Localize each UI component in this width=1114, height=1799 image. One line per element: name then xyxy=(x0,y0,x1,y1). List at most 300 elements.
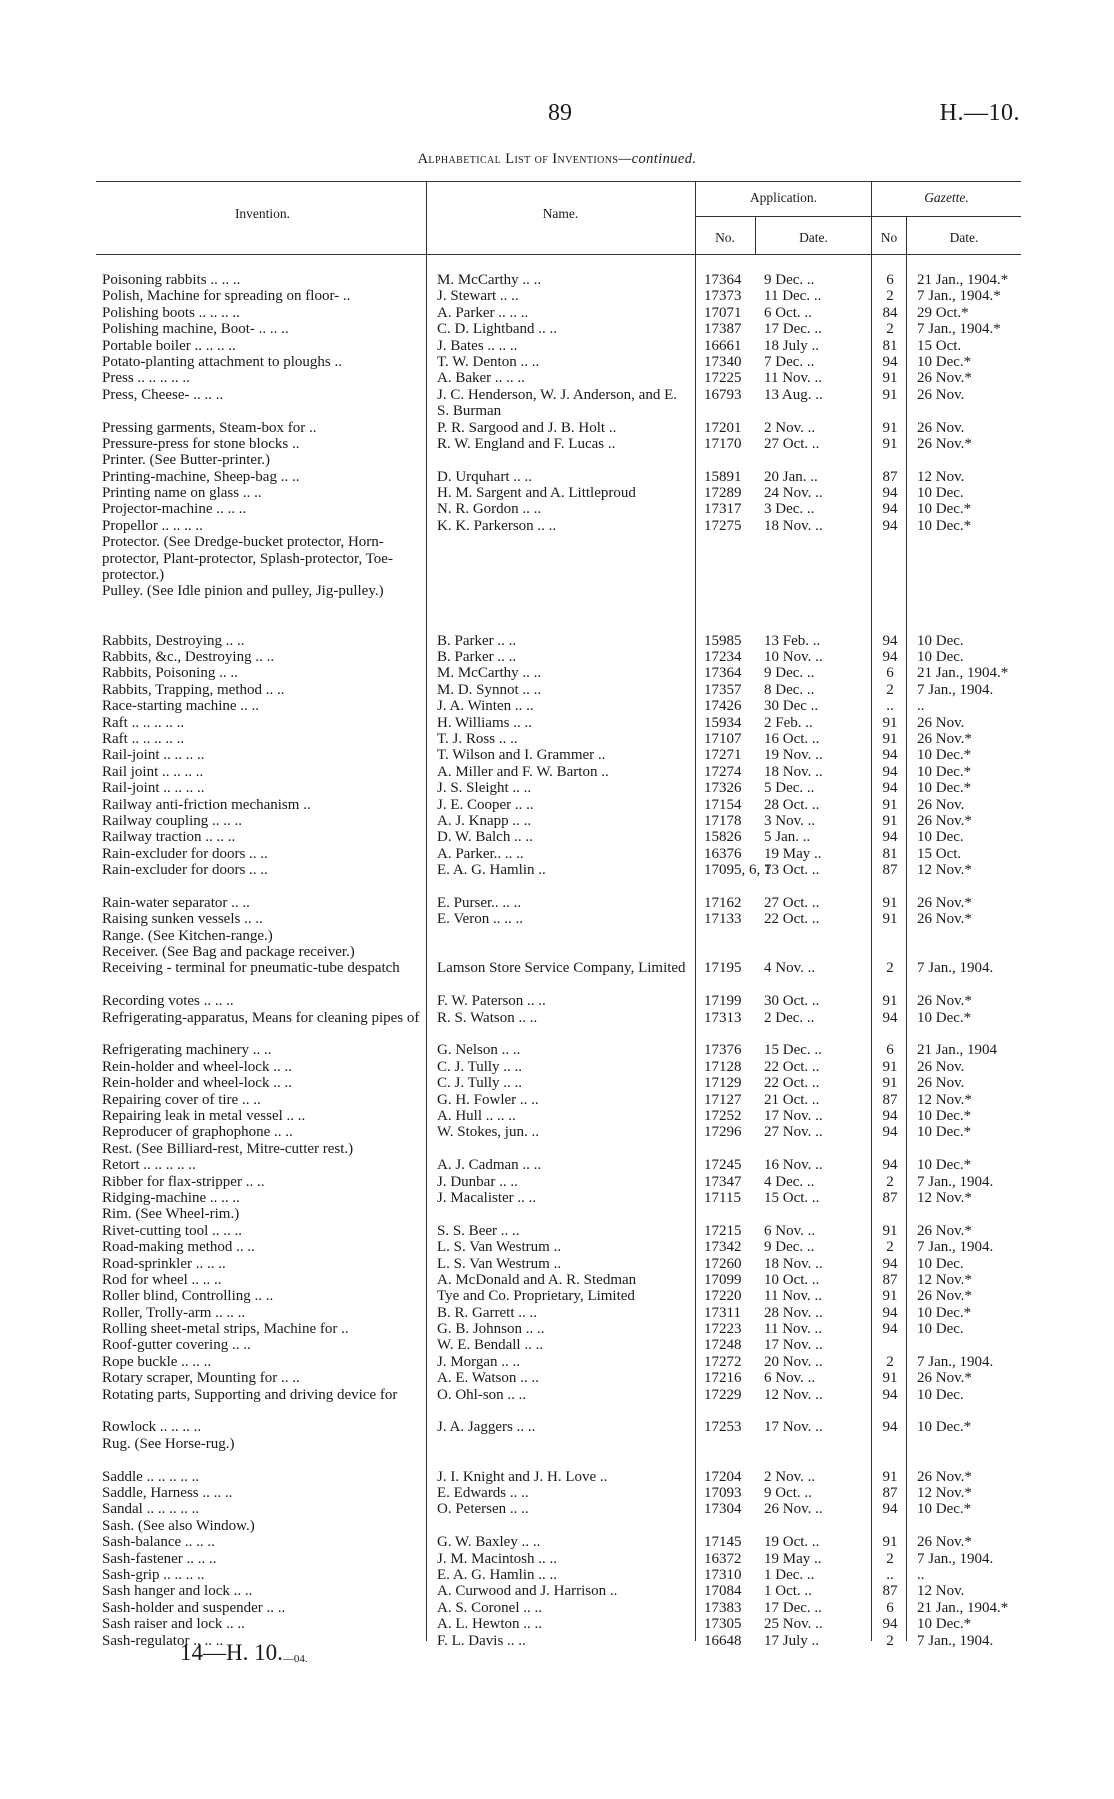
invention-cell: Sash raiser and lock .. .. xyxy=(102,1616,245,1633)
name-cell: R. S. Watson .. .. xyxy=(437,1009,538,1026)
name-cell: O. Petersen .. .. xyxy=(437,1501,529,1518)
name-cell: C. J. Tully .. .. xyxy=(437,1075,523,1092)
table-row xyxy=(0,846,1114,862)
name-cell: A. J. Cadman .. .. xyxy=(437,1157,542,1174)
table-row xyxy=(0,1305,1114,1321)
application-number-cell: 17215 xyxy=(704,1222,742,1239)
gazette-date-cell: 10 Dec. xyxy=(917,1255,964,1272)
name-cell: J. S. Sleight .. .. xyxy=(437,780,532,797)
table-row xyxy=(0,1288,1114,1304)
name-cell: A. J. Knapp .. .. xyxy=(437,812,532,829)
name-cell: G. W. Baxley .. .. xyxy=(437,1534,541,1551)
invention-cell: Protector. (See Dredge-bucket protector, Horn-protector, Plant-protector, Splash-protector, Toe-protector.) xyxy=(102,534,393,584)
invention-cell: Raft .. .. .. .. .. xyxy=(102,730,185,747)
gazette-date-cell: 10 Dec.* xyxy=(917,780,972,797)
table-row xyxy=(0,829,1114,845)
application-number-cell: 15934 xyxy=(704,714,742,731)
invention-cell: Rabbits, &c., Destroying .. .. xyxy=(102,649,275,666)
table-row xyxy=(0,1387,1114,1420)
name-cell: C. J. Tully .. .. xyxy=(437,1058,523,1075)
gazette-number-cell: 91 xyxy=(882,435,898,452)
gazette-number-cell: 91 xyxy=(882,1075,898,1092)
gazette-date-cell: 10 Dec.* xyxy=(917,353,972,370)
gazette-number-cell: 94 xyxy=(882,763,898,780)
gazette-number-cell: 91 xyxy=(882,1058,898,1075)
application-date-cell: 20 Jan. .. xyxy=(764,468,818,485)
gazette-number-cell: 94 xyxy=(882,632,898,649)
gazette-number-cell: 91 xyxy=(882,419,898,436)
gazette-number-cell: 91 xyxy=(882,370,898,387)
application-date-cell: 27 Oct. .. xyxy=(764,435,820,452)
gazette-number-cell: 94 xyxy=(882,1124,898,1141)
invention-cell: Rain-excluder for doors .. .. xyxy=(102,862,268,879)
gazette-number-cell: 94 xyxy=(882,1009,898,1026)
table-row xyxy=(0,1551,1114,1567)
application-number-cell: 16661 xyxy=(704,337,742,354)
header-top-rule xyxy=(96,181,1021,182)
gazette-date-cell: 26 Nov.* xyxy=(917,1288,972,1305)
name-cell: M. D. Synnot .. .. xyxy=(437,681,542,698)
application-number-cell: 17223 xyxy=(704,1321,742,1338)
application-number-cell: 16376 xyxy=(704,845,742,862)
table-row xyxy=(0,1321,1114,1337)
section-gap xyxy=(0,616,1114,632)
header-gaz-date: Date. xyxy=(949,230,979,245)
gazette-date-cell: 10 Dec. xyxy=(917,485,964,502)
name-cell: N. R. Gordon .. .. xyxy=(437,501,542,518)
application-date-cell: 2 Nov. .. xyxy=(764,419,816,436)
application-date-cell: 17 Dec. .. xyxy=(764,1599,822,1616)
application-date-cell: 6 Nov. .. xyxy=(764,1222,816,1239)
header-name: Name. xyxy=(542,206,579,221)
name-cell: A. McDonald and A. R. Stedman xyxy=(437,1271,637,1288)
application-date-cell: 17 Dec. .. xyxy=(764,321,822,338)
table-row xyxy=(0,1174,1114,1190)
gazette-number-cell: 2 xyxy=(886,288,894,305)
application-number-cell: 17326 xyxy=(704,780,742,797)
invention-cell: Portable boiler .. .. .. .. xyxy=(102,337,236,354)
gazette-number-cell: 6 xyxy=(886,1599,894,1616)
application-date-cell: 30 Dec .. xyxy=(764,698,819,715)
name-cell: T. Wilson and I. Grammer .. xyxy=(437,747,606,764)
invention-cell: Repairing cover of tire .. .. xyxy=(102,1091,261,1108)
application-number-cell: 17178 xyxy=(704,812,742,829)
application-number-cell: 17107 xyxy=(704,730,742,747)
application-number-cell: 17373 xyxy=(704,288,742,305)
application-number-cell: 17234 xyxy=(704,649,742,666)
name-cell: J. Stewart .. .. xyxy=(437,288,519,305)
name-cell: D. W. Balch .. .. xyxy=(437,829,533,846)
application-number-cell: 17275 xyxy=(704,517,742,534)
table-row xyxy=(0,1370,1114,1386)
invention-cell: Road-making method .. .. xyxy=(102,1239,255,1256)
invention-cell: Saddle, Harness .. .. .. xyxy=(102,1485,233,1502)
application-date-cell: 19 May .. xyxy=(764,1550,822,1567)
invention-cell: Railway traction .. .. .. xyxy=(102,829,236,846)
gazette-date-cell: 10 Dec.* xyxy=(917,1616,972,1633)
application-number-cell: 17095, 6, 7 xyxy=(704,862,772,879)
section-gap xyxy=(0,1452,1114,1468)
gazette-number-cell: 91 xyxy=(882,812,898,829)
gazette-number-cell: 6 xyxy=(886,1042,894,1059)
invention-cell: Range. (See Kitchen-range.) xyxy=(102,927,273,944)
application-date-cell: 27 Nov. .. xyxy=(764,1124,823,1141)
name-cell: F. W. Paterson .. .. xyxy=(437,993,546,1010)
application-date-cell: 18 Nov. .. xyxy=(764,517,823,534)
application-number-cell: 17170 xyxy=(704,435,742,452)
gazette-date-cell: 26 Nov.* xyxy=(917,894,972,911)
invention-cell: Receiver. (See Bag and package receiver.) xyxy=(102,944,355,961)
application-number-cell: 17133 xyxy=(704,911,742,928)
gazette-number-cell: 87 xyxy=(882,1091,898,1108)
invention-cell: Roof-gutter covering .. .. xyxy=(102,1337,251,1354)
invention-cell: Rabbits, Trapping, method .. .. xyxy=(102,681,285,698)
gazette-date-cell: 26 Nov. xyxy=(917,1075,965,1092)
name-cell: E. Purser.. .. .. xyxy=(437,894,522,911)
gazette-number-cell: 94 xyxy=(882,1419,898,1436)
table-row xyxy=(0,354,1114,370)
application-number-cell: 17347 xyxy=(704,1173,742,1190)
gazette-date-cell: 7 Jan., 1904.* xyxy=(917,288,1001,305)
table-row xyxy=(0,1337,1114,1353)
application-date-cell: 3 Nov. .. xyxy=(764,812,816,829)
invention-cell: Rope buckle .. .. .. xyxy=(102,1353,212,1370)
application-date-cell: 22 Oct. .. xyxy=(764,911,820,928)
invention-cell: Rowlock .. .. .. .. xyxy=(102,1419,202,1436)
application-date-cell: 15 Dec. .. xyxy=(764,1042,822,1059)
table-row xyxy=(0,1124,1114,1140)
invention-cell: Race-starting machine .. .. xyxy=(102,698,260,715)
gazette-number-cell: 94 xyxy=(882,1157,898,1174)
gazette-number-cell: 94 xyxy=(882,1321,898,1338)
invention-cell: Sash-holder and suspender .. .. xyxy=(102,1599,286,1616)
application-number-cell: 17071 xyxy=(704,304,742,321)
table-row xyxy=(0,1501,1114,1517)
application-date-cell: 2 Dec. .. xyxy=(764,1009,815,1026)
application-number-cell: 17296 xyxy=(704,1124,742,1141)
name-cell: G. B. Johnson .. .. xyxy=(437,1321,545,1338)
gazette-date-cell: 7 Jan., 1904. xyxy=(917,1353,994,1370)
name-cell: L. S. Van Westrum .. xyxy=(437,1255,562,1272)
name-cell: A. Baker .. .. .. xyxy=(437,370,525,387)
gazette-date-cell: 7 Jan., 1904. xyxy=(917,960,994,977)
table-row xyxy=(0,485,1114,501)
invention-cell: Rest. (See Billiard-rest, Mitre-cutter rest.) xyxy=(102,1140,354,1157)
gazette-date-cell: 7 Jan., 1904. xyxy=(917,1632,994,1649)
gazette-date-cell: 10 Dec.* xyxy=(917,1108,972,1125)
application-date-cell: 13 Aug. .. xyxy=(764,386,823,403)
name-cell: L. S. Van Westrum .. xyxy=(437,1239,562,1256)
table-row xyxy=(0,1583,1114,1599)
gazette-number-cell: 87 xyxy=(882,1189,898,1206)
gazette-number-cell: 94 xyxy=(882,485,898,502)
gazette-date-cell: 10 Dec. xyxy=(917,829,964,846)
table-row xyxy=(0,1534,1114,1550)
application-date-cell: 11 Nov. .. xyxy=(764,370,823,387)
gazette-number-cell: 91 xyxy=(882,911,898,928)
application-number-cell: 17383 xyxy=(704,1599,742,1616)
invention-cell: Receiving - terminal for pneumatic-tube despatch xyxy=(102,960,400,977)
invention-cell: Refrigerating-apparatus, Means for cleaning pipes of xyxy=(102,1009,420,1026)
invention-cell: Rabbits, Poisoning .. .. xyxy=(102,665,238,682)
application-date-cell: 25 Nov. .. xyxy=(764,1616,823,1633)
invention-cell: Recording votes .. .. .. xyxy=(102,993,234,1010)
gazette-number-cell: 87 xyxy=(882,862,898,879)
invention-cell: Sash-regulator .. .. .. xyxy=(102,1632,224,1649)
application-date-cell: 9 Dec. .. xyxy=(764,272,815,288)
invention-cell: Rolling sheet-metal strips, Machine for .. xyxy=(102,1321,349,1338)
name-cell: K. K. Parkerson .. .. xyxy=(437,517,557,534)
invention-cell: Pressure-press for stone blocks .. xyxy=(102,435,300,452)
invention-cell: Rotary scraper, Mounting for .. .. xyxy=(102,1370,300,1387)
invention-cell: Rivet-cutting tool .. .. .. xyxy=(102,1222,242,1239)
table-row xyxy=(0,747,1114,763)
name-cell: J. Morgan .. .. xyxy=(437,1353,521,1370)
table-row xyxy=(0,1108,1114,1124)
application-date-cell: 6 Oct. .. xyxy=(764,304,812,321)
application-number-cell: 17229 xyxy=(704,1386,742,1403)
table-row xyxy=(0,1059,1114,1075)
application-number-cell: 17162 xyxy=(704,894,742,911)
invention-cell: Reproducer of graphophone .. .. xyxy=(102,1124,293,1141)
application-number-cell: 17310 xyxy=(704,1566,742,1583)
gazette-date-cell: 7 Jan., 1904. xyxy=(917,1239,994,1256)
table-row xyxy=(0,1141,1114,1157)
name-cell: J. C. Henderson, W. J. Anderson, and E. S. Burman xyxy=(437,386,677,420)
name-cell: E. Edwards .. .. xyxy=(437,1485,529,1502)
gazette-date-cell: 29 Oct.* xyxy=(917,304,969,321)
application-date-cell: 9 Dec. .. xyxy=(764,1239,815,1256)
gazette-number-cell: 94 xyxy=(882,1108,898,1125)
invention-cell: Rotating parts, Supporting and driving device for xyxy=(102,1386,398,1403)
document-code: H.—10. xyxy=(939,100,1020,126)
gazette-date-cell: 10 Dec.* xyxy=(917,1009,972,1026)
application-date-cell: 22 Oct. .. xyxy=(764,1058,820,1075)
table-row xyxy=(0,780,1114,796)
table-row xyxy=(0,469,1114,485)
name-cell: M. McCarthy .. .. xyxy=(437,665,542,682)
gazette-date-cell: 10 Dec.* xyxy=(917,763,972,780)
invention-cell: Repairing leak in metal vessel .. .. xyxy=(102,1108,306,1125)
application-number-cell: 17317 xyxy=(704,501,742,518)
invention-cell: Projector-machine .. .. .. xyxy=(102,501,247,518)
gazette-number-cell: 84 xyxy=(882,304,898,321)
gazette-date-cell: 21 Jan., 1904.* xyxy=(917,1599,1009,1616)
invention-cell: Printing name on glass .. .. xyxy=(102,485,262,502)
application-number-cell: 17364 xyxy=(704,665,742,682)
name-cell: O. Ohl-son .. .. xyxy=(437,1386,527,1403)
name-cell: B. Parker .. .. xyxy=(437,632,517,649)
gazette-date-cell: 26 Nov.* xyxy=(917,911,972,928)
application-number-cell: 15985 xyxy=(704,632,742,649)
invention-cell: Polishing machine, Boot- .. .. .. xyxy=(102,321,289,338)
gazette-number-cell: 94 xyxy=(882,501,898,518)
name-cell: J. M. Macintosh .. .. xyxy=(437,1550,557,1567)
gazette-number-cell: 87 xyxy=(882,1583,898,1600)
gazette-number-cell: 87 xyxy=(882,468,898,485)
gazette-number-cell: 91 xyxy=(882,796,898,813)
table-row xyxy=(0,1419,1114,1435)
gazette-date-cell: 7 Jan., 1904.* xyxy=(917,321,1001,338)
invention-cell: Sash-fastener .. .. .. xyxy=(102,1550,217,1567)
application-date-cell: 11 Nov. .. xyxy=(764,1288,823,1305)
name-cell: A. Parker.. .. .. xyxy=(437,845,524,862)
gazette-date-cell: 21 Jan., 1904.* xyxy=(917,665,1009,682)
application-number-cell: 17129 xyxy=(704,1075,742,1092)
table-row xyxy=(0,1042,1114,1058)
application-date-cell: 26 Nov. .. xyxy=(764,1501,823,1518)
invention-cell: Rail-joint .. .. .. .. xyxy=(102,780,205,797)
gazette-date-cell: 10 Dec.* xyxy=(917,1157,972,1174)
gazette-date-cell: 10 Dec.* xyxy=(917,501,972,518)
invention-cell: Ridging-machine .. .. .. xyxy=(102,1189,240,1206)
application-number-cell: 17204 xyxy=(704,1468,742,1485)
gazette-number-cell: 87 xyxy=(882,1271,898,1288)
gazette-date-cell: 26 Nov.* xyxy=(917,812,972,829)
name-cell: S. S. Beer .. .. xyxy=(437,1222,520,1239)
application-date-cell: 17 Nov. .. xyxy=(764,1337,823,1354)
name-cell: T. W. Denton .. .. xyxy=(437,353,540,370)
invention-cell: Polishing boots .. .. .. .. xyxy=(102,304,240,321)
table-row xyxy=(0,1354,1114,1370)
application-date-cell: 5 Jan. .. xyxy=(764,829,811,846)
application-date-cell: 4 Dec. .. xyxy=(764,1173,815,1190)
application-date-cell: 24 Nov. .. xyxy=(764,485,823,502)
application-date-cell: 28 Nov. .. xyxy=(764,1304,823,1321)
gazette-date-cell: 10 Dec.* xyxy=(917,1124,972,1141)
name-cell: A. S. Coronel .. .. xyxy=(437,1599,542,1616)
name-cell: P. R. Sargood and J. B. Holt .. xyxy=(437,419,617,436)
table-row xyxy=(0,501,1114,517)
table-row xyxy=(0,1436,1114,1452)
invention-cell: Rain-excluder for doors .. .. xyxy=(102,845,268,862)
gazette-number-cell: 81 xyxy=(882,845,898,862)
table-row xyxy=(0,911,1114,927)
gazette-number-cell: 91 xyxy=(882,1222,898,1239)
table-row xyxy=(0,731,1114,747)
invention-cell: Ribber for flax-stripper .. .. xyxy=(102,1173,265,1190)
invention-cell: Sandal .. .. .. .. .. xyxy=(102,1501,200,1518)
application-number-cell: 15826 xyxy=(704,829,742,846)
gazette-date-cell: 26 Nov. xyxy=(917,1058,965,1075)
gazette-date-cell: .. xyxy=(917,1566,925,1583)
invention-cell: Railway coupling .. .. .. xyxy=(102,812,242,829)
application-number-cell: 17195 xyxy=(704,960,742,977)
gazette-date-cell: 10 Dec. xyxy=(917,1386,964,1403)
invention-cell: Rain-water separator .. .. xyxy=(102,894,250,911)
application-number-cell: 17260 xyxy=(704,1255,742,1272)
application-number-cell: 17201 xyxy=(704,419,742,436)
invention-cell: Sash-balance .. .. .. xyxy=(102,1534,215,1551)
name-cell: M. McCarthy .. .. xyxy=(437,272,542,288)
invention-cell: Saddle .. .. .. .. .. xyxy=(102,1468,200,1485)
gazette-number-cell: 6 xyxy=(886,272,894,288)
table-row xyxy=(0,944,1114,960)
table-row xyxy=(0,338,1114,354)
gazette-number-cell: 2 xyxy=(886,1550,894,1567)
table-row xyxy=(0,1469,1114,1485)
application-date-cell: 11 Nov. .. xyxy=(764,1321,823,1338)
header-bottom-rule xyxy=(96,254,1021,255)
application-number-cell: 17128 xyxy=(704,1058,742,1075)
invention-cell: Roller blind, Controlling .. .. xyxy=(102,1288,274,1305)
gazette-number-cell: 2 xyxy=(886,1632,894,1649)
application-number-cell: 16372 xyxy=(704,1550,742,1567)
gazette-number-cell: 2 xyxy=(886,681,894,698)
application-date-cell: 17 Nov. .. xyxy=(764,1419,823,1436)
gazette-number-cell: .. xyxy=(886,698,894,715)
table-row xyxy=(0,452,1114,468)
name-cell: J. Dunbar .. .. xyxy=(437,1173,518,1190)
table-row xyxy=(0,1616,1114,1632)
application-date-cell: 7 Dec. .. xyxy=(764,353,815,370)
invention-cell: Rein-holder and wheel-lock .. .. xyxy=(102,1075,292,1092)
application-date-cell: 18 Nov. .. xyxy=(764,1255,823,1272)
application-number-cell: 17271 xyxy=(704,747,742,764)
gazette-date-cell: 15 Oct. xyxy=(917,337,962,354)
application-date-cell: 10 Nov. .. xyxy=(764,649,823,666)
gazette-date-cell: 26 Nov.* xyxy=(917,435,972,452)
name-cell: G. Nelson .. .. xyxy=(437,1042,521,1059)
application-date-cell: 2 Nov. .. xyxy=(764,1468,816,1485)
gazette-number-cell: 81 xyxy=(882,337,898,354)
gazette-date-cell: 26 Nov. xyxy=(917,714,965,731)
name-cell: E. Veron .. .. .. xyxy=(437,911,523,928)
gazette-date-cell: 12 Nov.* xyxy=(917,1271,972,1288)
table-row xyxy=(0,1092,1114,1108)
application-number-cell: 17252 xyxy=(704,1108,742,1125)
application-date-cell: 19 May .. xyxy=(764,845,822,862)
name-cell: A. E. Watson .. .. xyxy=(437,1370,539,1387)
table-title xyxy=(0,151,1114,168)
application-date-cell: 19 Oct. .. xyxy=(764,1534,820,1551)
application-number-cell: 17084 xyxy=(704,1583,742,1600)
gazette-date-cell: 12 Nov. xyxy=(917,1583,965,1600)
invention-cell: Press, Cheese- .. .. .. xyxy=(102,386,224,403)
gazette-number-cell: 94 xyxy=(882,353,898,370)
header-application: Application. xyxy=(749,190,818,205)
application-date-cell: 16 Oct. .. xyxy=(764,730,820,747)
application-number-cell: 17093 xyxy=(704,1485,742,1502)
header-invention: Invention. xyxy=(234,206,291,221)
name-cell: F. L. Davis .. .. xyxy=(437,1632,526,1649)
gazette-date-cell: 10 Dec.* xyxy=(917,1501,972,1518)
invention-cell: Propellor .. .. .. .. xyxy=(102,517,203,534)
gazette-date-cell: 10 Dec.* xyxy=(917,747,972,764)
application-date-cell: 30 Oct. .. xyxy=(764,993,820,1010)
application-number-cell: 17220 xyxy=(704,1288,742,1305)
application-number-cell: 17225 xyxy=(704,370,742,387)
application-number-cell: 17253 xyxy=(704,1419,742,1436)
gazette-date-cell: 21 Jan., 1904.* xyxy=(917,272,1009,288)
application-number-cell: 16793 xyxy=(704,386,742,403)
gazette-number-cell: 2 xyxy=(886,1173,894,1190)
gazette-date-cell: 12 Nov.* xyxy=(917,862,972,879)
invention-cell: Rein-holder and wheel-lock .. .. xyxy=(102,1058,292,1075)
gazette-date-cell: 26 Nov.* xyxy=(917,993,972,1010)
invention-cell: Rug. (See Horse-rug.) xyxy=(102,1435,235,1452)
gazette-number-cell: 91 xyxy=(882,714,898,731)
invention-cell: Poisoning rabbits .. .. .. xyxy=(102,272,241,288)
gazette-number-cell: 91 xyxy=(882,894,898,911)
gazette-date-cell: 26 Nov.* xyxy=(917,730,972,747)
name-cell: A. Hull .. .. .. xyxy=(437,1108,516,1125)
application-date-cell: 1 Dec. .. xyxy=(764,1566,815,1583)
invention-cell: Rim. (See Wheel-rim.) xyxy=(102,1206,240,1223)
application-date-cell: 20 Nov. .. xyxy=(764,1353,823,1370)
application-date-cell: 21 Oct. .. xyxy=(764,1091,820,1108)
gazette-date-cell: 12 Nov.* xyxy=(917,1091,972,1108)
